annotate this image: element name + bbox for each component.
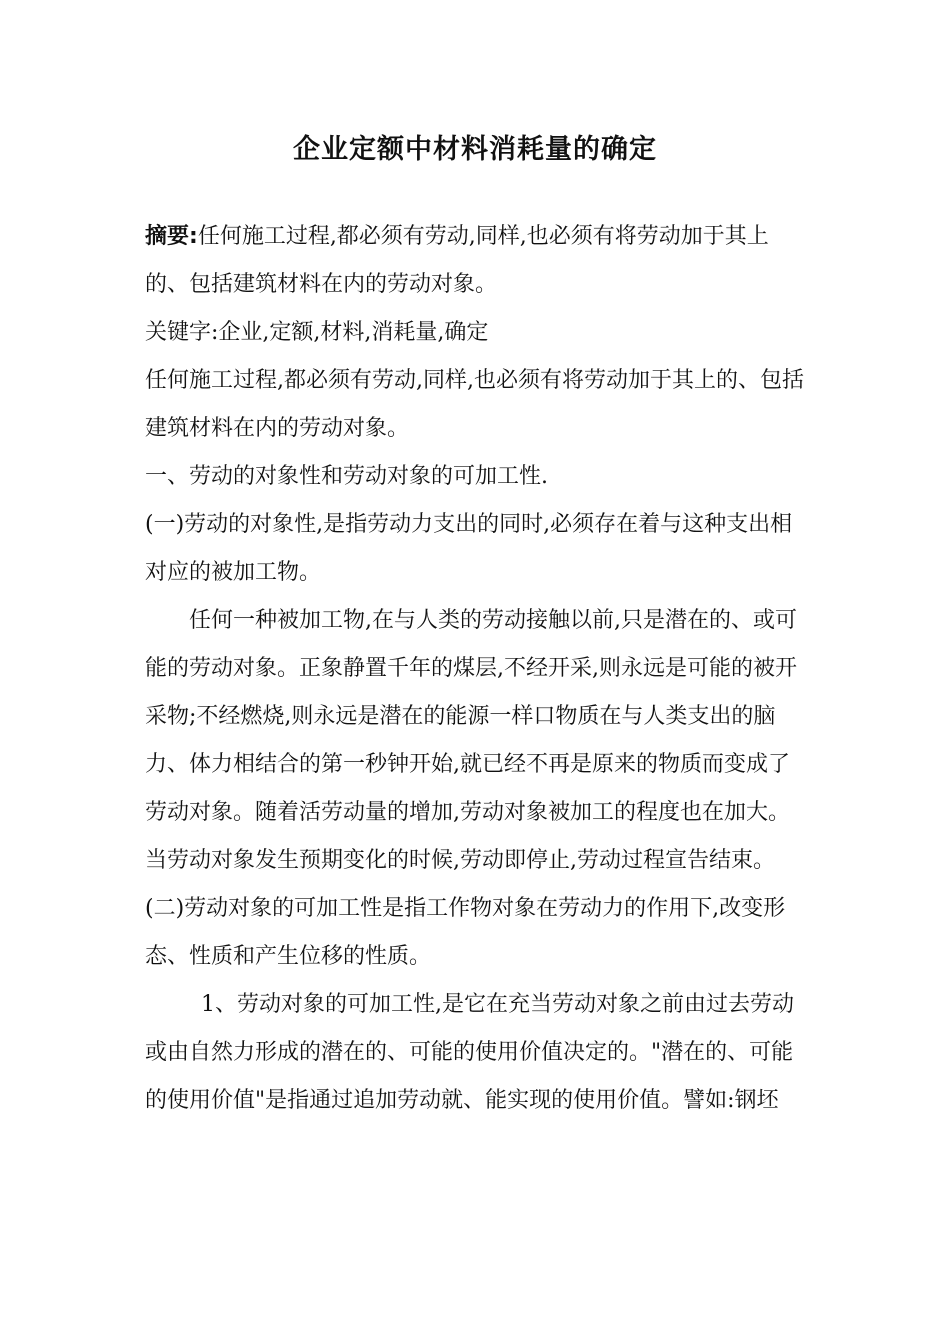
subsection-heading-2: (二)劳动对象的可加工性是指工作物对象在劳动力的作用下,改变形态、性质和产生位移的性质。 [145, 896, 786, 969]
body-paragraph: 1、劳动对象的可加工性,是它在充当劳动对象之前由过去劳动或由自然力形成的潜在的、可能的使用价值决定的。"潜在的、可能的使用价值"是指通过追加劳动就、能实现的使用价值。譬如:钢坯 [145, 992, 794, 1113]
abstract-paragraph [145, 213, 805, 309]
abstract-label: 摘要: [145, 224, 198, 249]
abstract-text: 任何施工过程,都必须有劳动,同样,也必须有将劳动加于其上的、包括建筑材料在内的劳动对象。 [145, 224, 769, 297]
body-paragraph: 任何一种被加工物,在与人类的劳动接触以前,只是潜在的、或可能的劳动对象。正象静置千年的煤层,不经开采,则永远是可能的被开采物;不经燃烧,则永远是潜在的能源一样口物质在与人类支出的脑力、体力相结合的第一秒钟开始,就已经不再是原来的物质而变成了劳动对象。随着活劳动量的增加,劳动对象被加工的程度也在加大。当劳动对象发生预期变化的时候,劳动即停止,劳动过程宣告结束。 [145, 608, 797, 873]
keywords-line: 关键字:企业,定额,材料,消耗量,确定 [145, 320, 489, 345]
subsection-heading-1: (一)劳动的对象性,是指劳动力支出的同时,必须存在着与这种支出相对应的被加工物。 [145, 512, 793, 585]
section-heading-1: 一、劳动的对象性和劳动对象的可加工性. [145, 464, 548, 489]
document-body [145, 213, 805, 1125]
document-title: 企业定额中材料消耗量的确定 [293, 134, 657, 165]
body-paragraph: 任何施工过程,都必须有劳动,同样,也必须有将劳动加于其上的、包括建筑材料在内的劳动对象。 [145, 368, 804, 441]
